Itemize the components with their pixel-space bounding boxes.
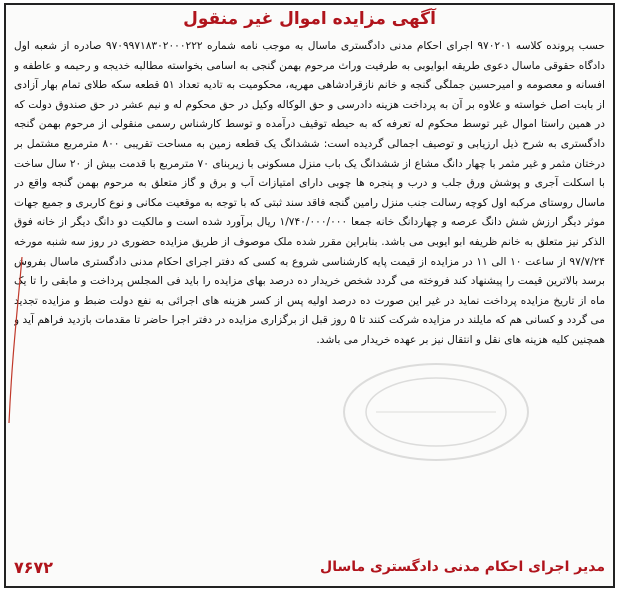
notice-frame (4, 3, 615, 588)
signature-line: مدیر اجرای احکام مدنی دادگستری ماسال (320, 559, 605, 575)
notice-title: آگهی مزایده اموال غیر منقول (183, 9, 436, 29)
notice-body: حسب پرونده کلاسه ۹۷۰۲۰۱ اجرای احکام مدنی دادگستری ماسال به موجب نامه شماره ۹۷۰۹۹۷۱۸۳۰۲۰۰۰۲۲۲ صادره از شعبه اول دادگاه حقوقی ماسال دعوی طریقه ابوایوبی به طرفیت وراث مرحوم بهمن گنجی به اسامی بخواسته مطالبه خدیجه و رحیمه و عاطفه و افسانه و معصومه و امیرحسین جملگی گنجه و خانم نازقرادشاهی مهریه، محکومیت به تادیه تعداد ۵۱ قطعه سکه طلای تمام بهار آزادی از بابت اصل خواسته و علاوه بر آن به پرداخت هزینه دادرسی و حق الوکاله وکیل در حق محکوم له و نیم عشر در حق صندوق دولت که در همین راستا اموال غیر توسط محکوم له تعرفه که به حیطه توقیف درآمده و توسط کارشناس رسمی منقولی از مرحوم بهمن گنجه دادگستری به شرح ذیل ارزیابی و توصیف اجمالی گردیده است: ششدانگ یک قطعه زمین به مساحت تقریبی ۸۰۰ مترمربع مشتمل بر درختان مثمر و غیر مثمر با چهار دانگ مشاع از ششدانگ یک باب منزل مسکونی با زیربنای ۷۰ مترمربع با قدمت بیش از ۲۰ سال ساخت با اسکلت آجری و پوشش ورق جلب و درب و پنجره ها چوبی دارای امتیازات آب و برق و گاز متعلق به مرحوم بهمن گنجه واقع در ماسال روستای مرکبه اول کوچه رسالت جنب منزل رامین گنجه فاقد سند ثبتی که با توجه به موقعیت مکانی و نوع کاربری و جمیع جهات موثر دیگر ارزش شش دانگ عرصه و چهاردانگ خانه جمعا ۱/۷۴۰/۰۰۰/۰۰۰ ریال برآورد شده است و مالکیت دو دانگ دیگر از خانه فوق الذکر نیز متعلق به خانم ظریفه ابو ایوبی می باشد. بنابراین مقرر شده ملک موصوف از طریق مزایده حضوری در روز سه شنبه مورخه ۹۷/۷/۲۴ از ساعت ۱۰ الی ۱۱ در مزایده از قیمت پایه کارشناسی شروع به کسی که دفتر اجرای احکام مدنی دادگستری ماسال بفروش برسد بالاترین قیمت را پیشنهاد کند فروخته می گردد شخص خریدار ده درصد بهای مزایده را باید فی المجلس پرداخت و مابقی را تا یک ماه از تاریخ مزایده پرداخت نماید در غیر این صورت ده درصد اولیه پس از کسر هزینه های اجرائی به نفع دولت ضبط و مزایده تجدید می گردد و کسانی هم که مایلند در مزایده شرکت کنند تا ۵ روز قبل از برگزاری مزایده در دفتر اجرا حاضر تا مقدمات بازدید فراهم آید و همچنین کلیه هزینه های نقل و انتقال نیز بر عهده خریدار می باشد. (14, 40, 605, 346)
notice-code: ۷۶۷۲ (14, 557, 54, 577)
notice-footer (14, 554, 605, 580)
